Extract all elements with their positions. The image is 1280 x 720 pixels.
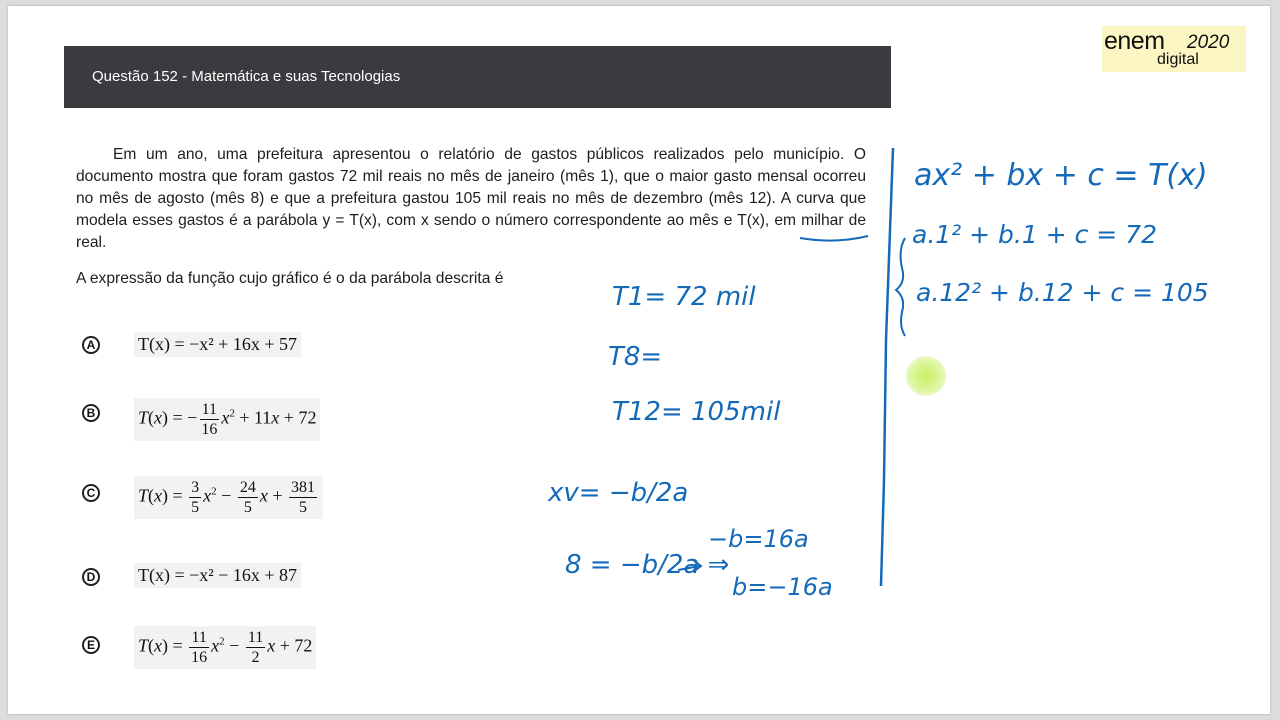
option-c-math: T(x) = $\frac{3}{5}$ $x^2$ − $\frac{24}{5}$ x + $\frac{381}{5}$: [138, 479, 315, 516]
note-vertex: xv= −b/2a: [548, 478, 689, 508]
option-e-expression: [134, 626, 316, 669]
option-e-letter: E: [82, 636, 100, 654]
option-b-letter: B: [82, 404, 100, 422]
option-d-letter: D: [82, 568, 100, 586]
option-b-math: T(x) = − $\frac{11}{16}$ $x^2 + 11x + 72$: [138, 401, 317, 438]
option-a-expression: T(x) = −x² + 16x + 57: [134, 332, 301, 357]
note-b: b=−16a: [732, 573, 833, 601]
note-system-eq1: a.1² + b.1 + c = 72: [912, 220, 1157, 249]
note-t8: T8=: [608, 342, 663, 372]
note-system-eq2: a.12² + b.12 + c = 105: [916, 278, 1209, 307]
question-prompt: A expressão da função cujo gráfico é o da parábola descrita é: [76, 270, 504, 287]
logo-year: 2020: [1187, 32, 1230, 53]
note-t1: T1= 72 mil: [612, 282, 756, 312]
statement-text: Em um ano, uma prefeitura apresentou o relatório de gastos públicos realizados pelo município. O documento mostra que foram gastos 72 mil reais no mês de janeiro (mês 1), que o maior gasto mensal ocorreu no mês de agosto (mês 8) e que a prefeitura gastou 105 mil reais no mês de dezembro (mês 12). A curva que modela esses gastos é a parábola y = T(x), com x sendo o número correspondente ao mês e T(x), em milhar de real.: [76, 146, 866, 251]
logo-brand: enem: [1104, 27, 1165, 55]
pen-pointer-cursor: [906, 356, 946, 396]
option-b-expression: [134, 398, 320, 441]
option-a-letter: A: [82, 336, 100, 354]
note-general-form: ax² + bx + c = T(x): [914, 158, 1208, 193]
logo-subtitle: digital: [1157, 51, 1199, 68]
note-eq8: 8 = −b/2a ⇒: [565, 550, 730, 580]
option-c-expression: [134, 476, 323, 519]
enem-logo: [1102, 26, 1246, 72]
option-c-letter: C: [82, 484, 100, 502]
question-title: Questão 152 - Matemática e suas Tecnologias: [92, 68, 401, 85]
option-d-expression: T(x) = −x² − 16x + 87: [134, 563, 301, 588]
question-header: [64, 46, 891, 108]
note-minus-b: −b=16a: [708, 525, 809, 553]
note-t12: T12= 105mil: [612, 397, 781, 427]
option-e-math: T(x) = $\frac{11}{16}$ $x^2$ − $\frac{11}{2}$ x + 72: [138, 629, 313, 666]
question-statement: [76, 144, 866, 254]
